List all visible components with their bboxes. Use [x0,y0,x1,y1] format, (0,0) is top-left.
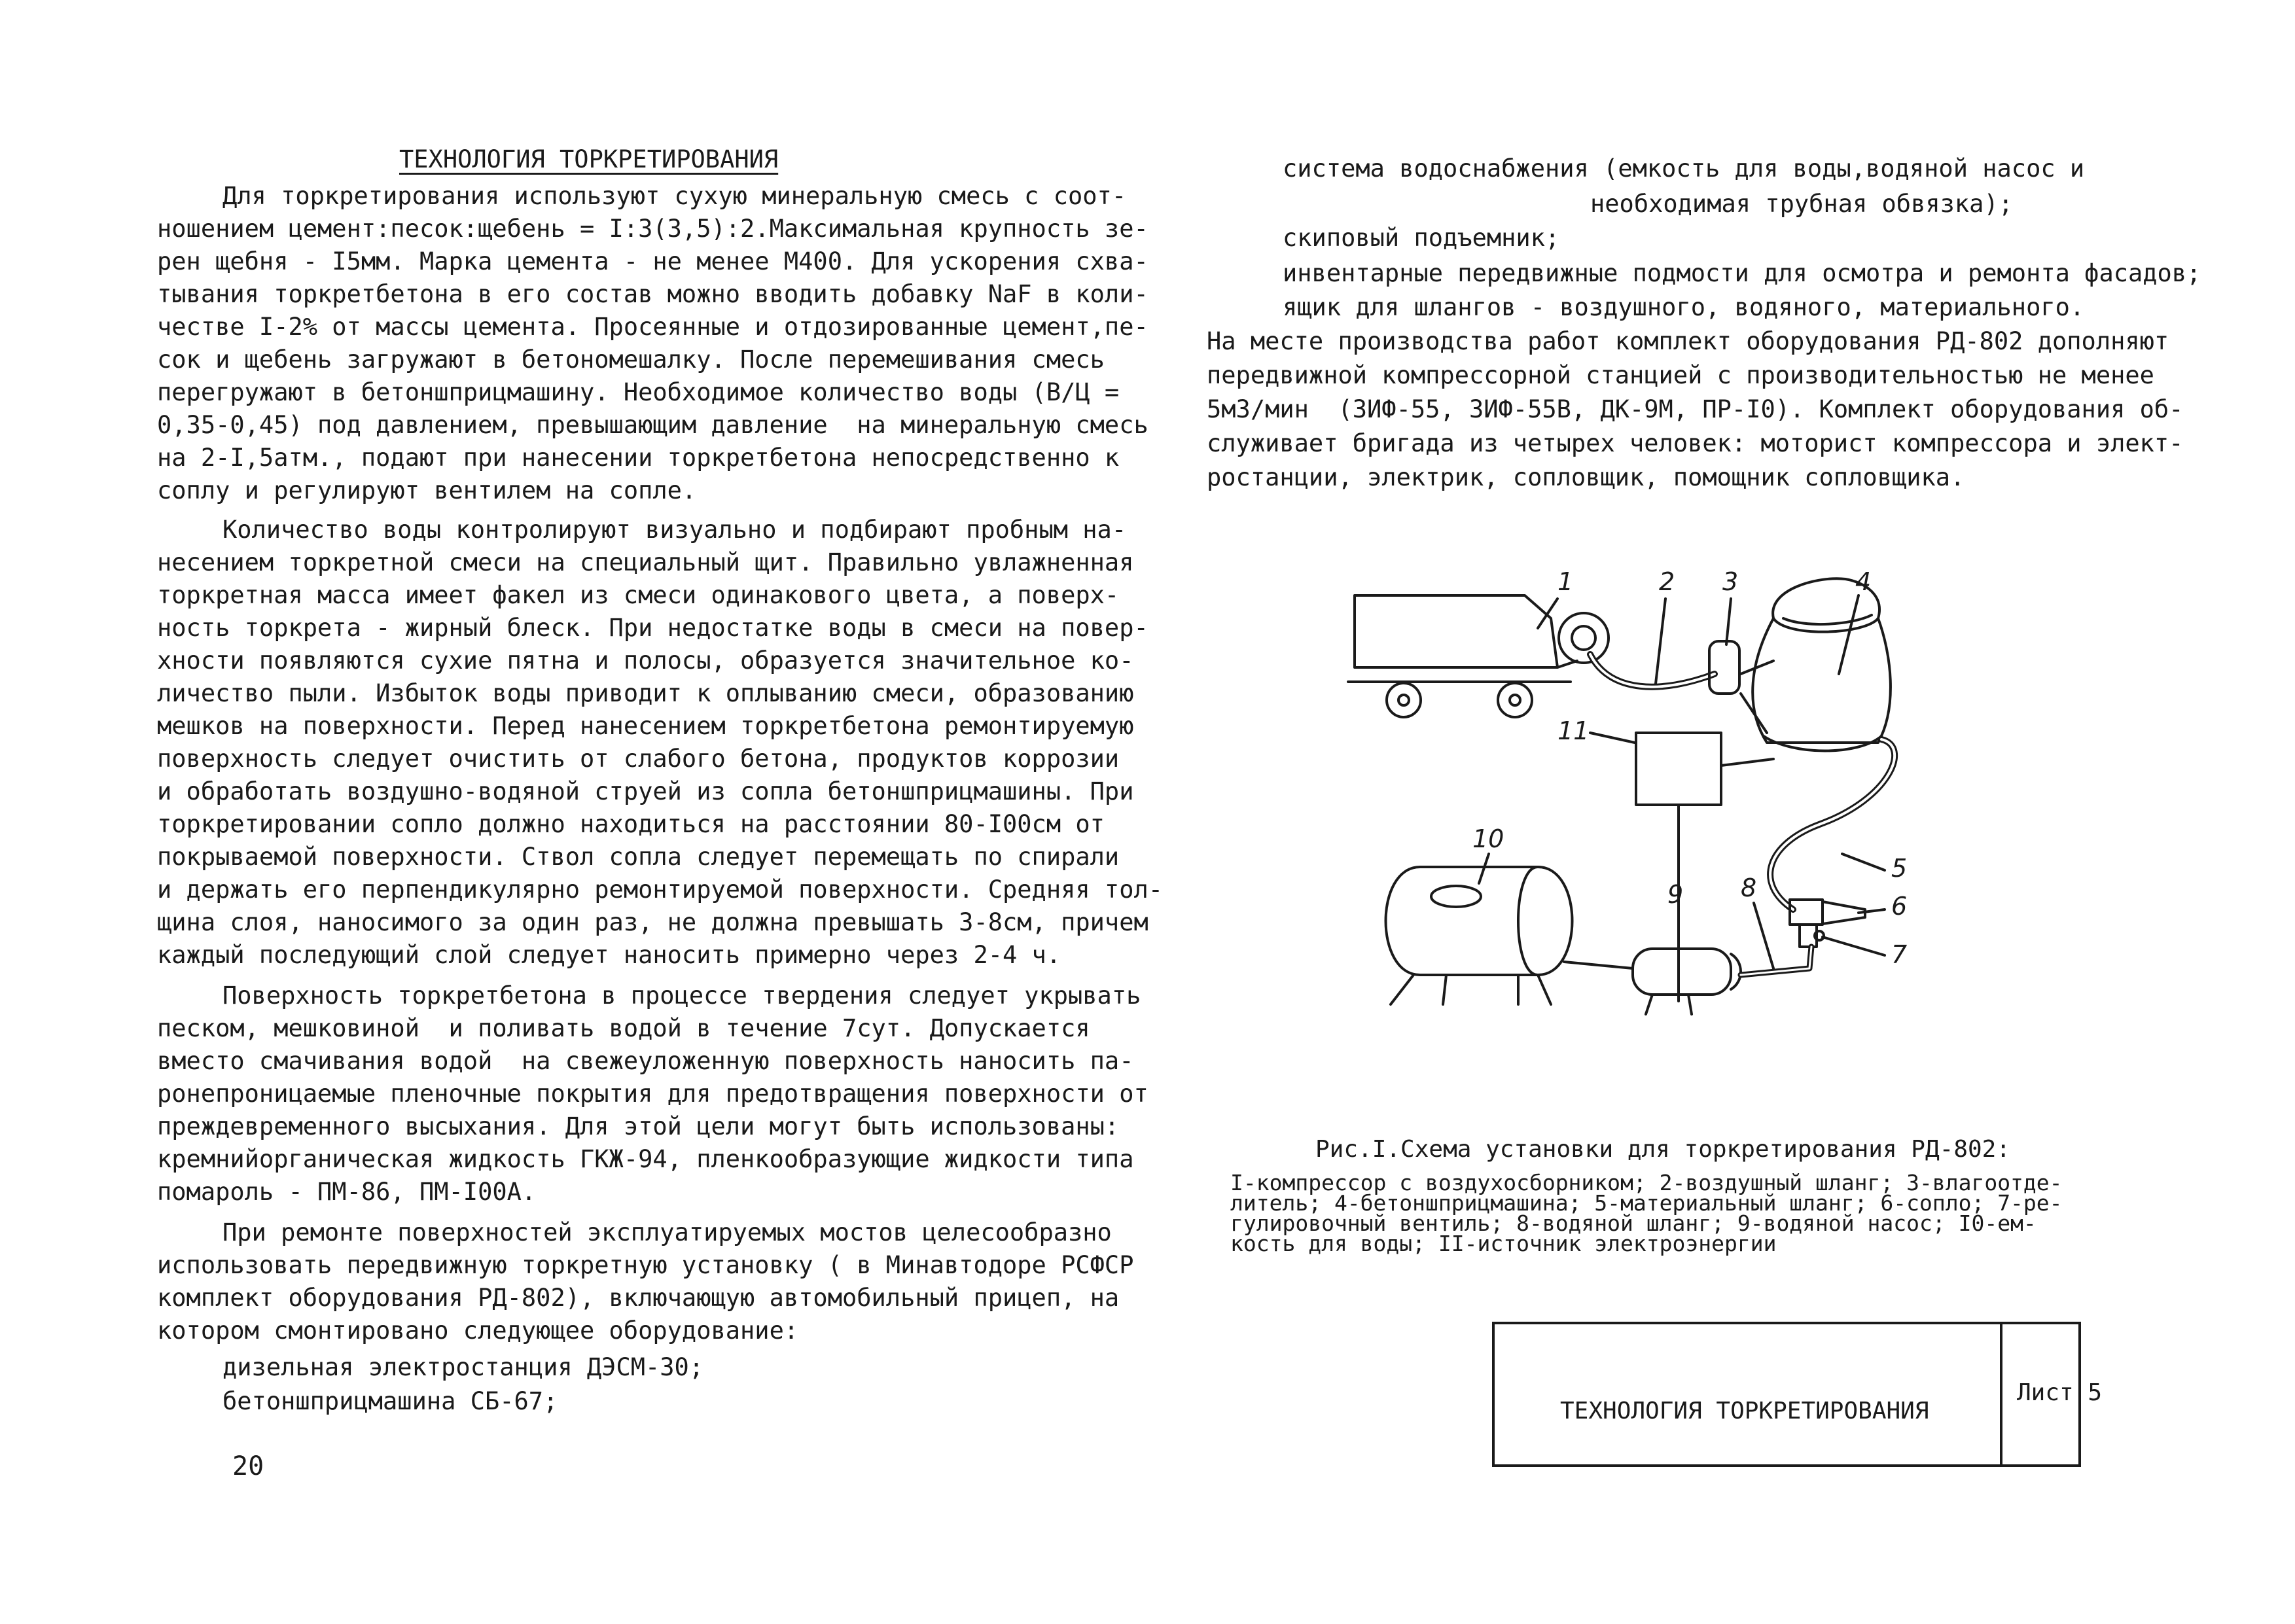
text-line: Количество воды контролируют визуально и подбирают пробным на- [222,516,1127,544]
air-hose [1590,654,1715,687]
text-line: хности появляются сухие пятна и полосы, образуется значительное ко- [157,646,1134,675]
diagram-svg [1322,543,2146,1086]
diagram-label-11: 11 [1557,716,1590,745]
diagram-label-8: 8 [1741,874,1757,902]
figure-caption-line: кость для воды; II-источник электроэнергии [1230,1231,1777,1256]
diagram-label-1: 1 [1557,567,1574,596]
text-line: комплект оборудования РД-802), включающую автомобильный прицеп, на [157,1284,1120,1312]
text-line: вместо смачивания водой на свежеуложенную поверхность наносить па- [157,1047,1134,1075]
text-line: бетоншприцмашина СБ-67; [222,1387,558,1415]
text-line: щина слоя, наносимого за один раз, не должна превышать 3-8см, причем [157,908,1148,936]
text-line: необходимая трубная обвязка); [1590,190,2014,218]
text-line: На месте производства работ комплект оборудования РД-802 дополняют [1207,327,2169,355]
text-line: перегружают в бетоншприцмашину. Необходимое количество воды (В/Ц = [157,378,1120,406]
text-line: Для торкретирования используют сухую минеральную смесь с соот- [222,182,1127,210]
text-line: рен щебня - I5мм. Марка цемента - не менее М400. Для ускорения схва- [157,247,1148,275]
diagram-label-7: 7 [1891,940,1908,969]
text-line: скиповый подъемник; [1283,224,1560,252]
text-line: поверхность следует очистить от слабого бетона, продуктов коррозии [157,745,1120,773]
title-block-title: ТЕХНОЛОГИЯ ТОРКРЕТИРОВАНИЯ [1560,1398,1929,1424]
text-line: Поверхность торкретбетона в процессе твердения следует укрывать [222,981,1141,1010]
page-number: 20 [232,1451,264,1481]
water-pump [1633,949,1741,1014]
text-line: честве I-2% от массы цемента. Просеянные и отдозированные цемент,пе- [157,313,1148,341]
diagram-label-6: 6 [1891,892,1908,921]
title-block-sheet: Лист 5 [2017,1379,2103,1406]
water-tank [1386,867,1573,1004]
text-line: личество пыли. Избыток воды приводит к оплыванию смеси, образованию [157,679,1134,707]
text-line: использовать передвижную торкретную установку ( в Минавтодоре РСФСР [157,1251,1134,1279]
installation-diagram [1322,543,2146,1086]
text-line: торкретная масса имеет факел из смеси одинакового цвета, а поверх- [157,581,1120,609]
text-line: и держать его перпендикулярно ремонтируемой поверхности. Средняя тол- [157,875,1164,904]
text-line: сок и щебень загружают в бетономешалку. После перемешивания смесь [157,345,1105,374]
text-line: ность торкрета - жирный блеск. При недостатке воды в смеси на повер- [157,614,1148,642]
figure-caption-line: I-компрессор с воздухосборником; 2-воздушный шланг; 3-влагоотде- [1230,1170,2063,1195]
compressor-trailer [1348,595,1609,717]
power-source [1636,733,1721,805]
diagram-label-3: 3 [1722,567,1739,596]
diagram-label-5: 5 [1891,854,1908,883]
title-block [1492,1322,2103,1467]
text-line: ношением цемент:песок:щебень = I:3(3,5):2.Максимальная крупность зе- [157,215,1148,243]
text-line: и обработать воздушно-водяной струей из сопла бетоншприцмашины. При [157,777,1134,805]
diagram-label-9: 9 [1667,880,1684,909]
text-line: несением торкретной смеси на специальный щит. Правильно увлажненная [157,548,1134,576]
diagram-label-4: 4 [1855,567,1872,596]
figure-caption-line: литель; 4-бетоншприцмашина; 5-материальный шланг; 6-сопло; 7-ре- [1230,1190,2063,1216]
text-line: песком, мешковиной и поливать водой в течение 7сут. Допускается [157,1014,1090,1042]
text-line: инвентарные передвижные подмости для осмотра и ремонта фасадов; [1283,259,2201,287]
text-line: покрываемой поверхности. Ствол сопла следует перемещать по спирали [157,843,1120,871]
title-block-divider [2000,1324,2002,1464]
text-line: тывания торкретбетона в его состав можно вводить добавку NaF в коли- [157,280,1148,308]
text-line: 0,35-0,45) под давлением, превышающим давление на минеральную смесь [157,411,1148,439]
text-line: ростанции, электрик, сопловщик, помощник сопловщика. [1207,463,1965,491]
text-line: служивает бригада из четырех человек: моторист компрессора и элект- [1207,429,2184,457]
text-line: каждый последующий слой следует наносить примерно через 2-4 ч. [157,941,1061,969]
text-line: При ремонте поверхностей эксплуатируемых мостов целесообразно [222,1218,1112,1246]
text-line: ящик для шлангов - воздушного, водяного, материального. [1283,293,2085,321]
figure-caption-title: Рис.I.Схема установки для торкретирования РД-802: [1315,1136,2011,1163]
text-line: кремнийорганическая жидкость ГКЖ-94, пленкообразующие жидкости типа [157,1145,1134,1173]
diagram-label-10: 10 [1472,824,1504,853]
text-line: 5м3/мин (ЗИФ-55, ЗИФ-55В, ДК-9М, ПР-I0). Комплект оборудования об- [1207,395,2184,423]
material-hose [1770,739,1895,909]
text-line: система водоснабжения (емкость для воды,водяной насос и [1283,154,2085,183]
text-line: дизельная электростанция ДЭСМ-30; [222,1353,704,1381]
figure-caption-line: гулировочный вентиль; 8-водяной шланг; 9-водяной насос; I0-ем- [1230,1210,2037,1236]
text-line: котором смонтировано следующее оборудование: [157,1316,799,1345]
text-line: на 2-I,5атм., подают при нанесении торкретбетона непосредственно к [157,444,1120,472]
text-line: мешков на поверхности. Перед нанесением торкретбетона ремонтируемую [157,712,1134,740]
text-line: соплу и регулируют вентилем на сопле. [157,476,697,504]
text-line: помароль - ПМ-86, ПМ-I00А. [157,1178,537,1206]
gunite-machine [1741,578,1891,750]
text-line: ронепроницаемые пленочные покрытия для предотвращения поверхности от [157,1080,1148,1108]
text-line: преждевременного высыхания. Для этой цели могут быть использованы: [157,1112,1120,1140]
diagram-label-2: 2 [1659,567,1675,596]
text-line: торкретировании сопло должно находиться на расстоянии 80-I00см от [157,810,1105,838]
moisture-separator [1709,641,1739,694]
text-line: передвижной компрессорной станцией с производительностью не менее [1207,361,2154,389]
left-page-title: ТЕХНОЛОГИЯ ТОРКРЕТИРОВАНИЯ [399,145,779,173]
